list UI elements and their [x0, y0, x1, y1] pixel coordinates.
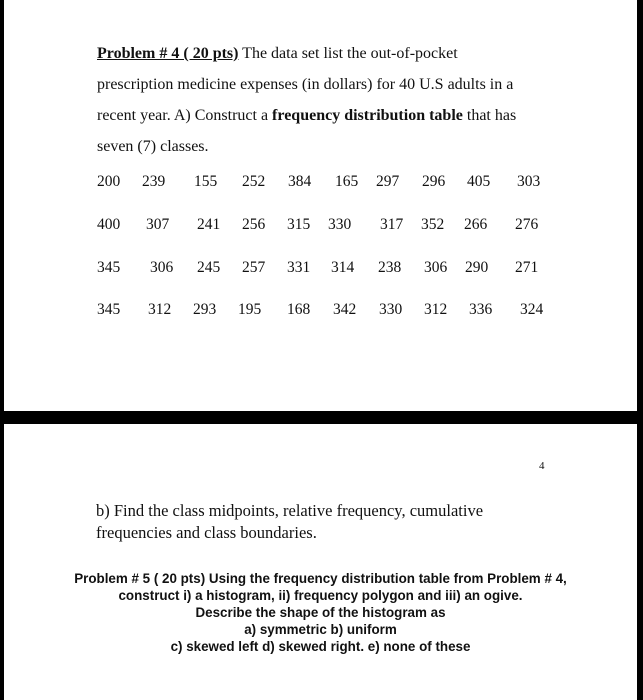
problem-4-text — [97, 38, 567, 162]
data-value: 314 — [331, 259, 355, 276]
data-value: 345 — [97, 301, 121, 318]
data-row-3 — [4, 259, 637, 279]
data-value: 303 — [517, 173, 541, 190]
data-value: 155 — [194, 173, 218, 190]
data-value: 306 — [150, 259, 174, 276]
data-value: 238 — [378, 259, 402, 276]
problem-4-line-1 — [97, 38, 567, 69]
data-value: 352 — [421, 216, 445, 233]
problem-5-line-2: construct i) a histogram, ii) frequency polygon and iii) an ogive. — [118, 588, 523, 603]
problem-4-line-3 — [97, 100, 567, 131]
page-number: 4 — [539, 460, 545, 472]
problem-5-line-5: c) skewed left d) skewed right. e) none of these — [170, 639, 471, 654]
data-value: 342 — [333, 301, 357, 318]
data-value: 252 — [242, 173, 266, 190]
data-value: 266 — [464, 216, 488, 233]
problem-5-line-1: Problem # 5 ( 20 pts) Using the frequency distribution table from Problem # 4, — [74, 571, 567, 586]
part-b-text — [96, 500, 566, 544]
data-value: 400 — [97, 216, 121, 233]
data-value: 384 — [288, 173, 312, 190]
data-value: 324 — [520, 301, 544, 318]
problem-5-line-4: a) symmetric b) uniform — [244, 622, 397, 637]
data-value: 239 — [142, 173, 166, 190]
data-value: 405 — [467, 173, 491, 190]
data-value: 256 — [242, 216, 266, 233]
data-value: 290 — [465, 259, 489, 276]
worksheet-page-top — [4, 0, 637, 411]
data-value: 200 — [97, 173, 121, 190]
part-b-line-2: frequencies and class boundaries. — [96, 523, 317, 542]
data-row-4 — [4, 301, 637, 321]
data-value: 165 — [335, 173, 359, 190]
problem-5-text — [4, 570, 637, 655]
problem-4-line-2: prescription medicine expenses (in dollars) for 40 U.S adults in a — [97, 76, 514, 93]
problem-4-line-3-text: recent year. A) Construct a — [97, 107, 273, 124]
data-value: 297 — [376, 173, 400, 190]
data-value: 168 — [287, 301, 311, 318]
data-row-1 — [4, 173, 637, 193]
data-value: 330 — [328, 216, 352, 233]
data-value: 312 — [148, 301, 172, 318]
data-value: 296 — [422, 173, 446, 190]
data-value: 331 — [287, 259, 311, 276]
data-value: 330 — [379, 301, 403, 318]
frequency-distribution-table-term: frequency distribution table — [272, 107, 463, 124]
data-value: 336 — [469, 301, 493, 318]
problem-5-line-3: Describe the shape of the histogram as — [195, 605, 446, 620]
data-value: 345 — [97, 259, 121, 276]
problem-4-heading: Problem # 4 ( 20 pts) — [97, 45, 239, 62]
data-row-2 — [4, 216, 637, 236]
problem-4-line-3-end: that has — [462, 107, 517, 124]
problem-4-line-1-text: The data set list the out-of-pocket — [238, 45, 458, 62]
part-b-line-1: b) Find the class midpoints, relative frequency, cumulative — [96, 501, 484, 520]
data-value: 195 — [238, 301, 262, 318]
data-value: 315 — [287, 216, 311, 233]
data-value: 245 — [197, 259, 221, 276]
data-value: 257 — [242, 259, 266, 276]
worksheet-page-bottom — [4, 424, 637, 700]
problem-4-line-4: seven (7) classes. — [97, 138, 209, 155]
data-value: 241 — [197, 216, 221, 233]
data-value: 307 — [146, 216, 170, 233]
data-value: 306 — [424, 259, 448, 276]
data-value: 293 — [193, 301, 217, 318]
data-value: 317 — [380, 216, 404, 233]
data-value: 312 — [424, 301, 448, 318]
data-value: 276 — [515, 216, 539, 233]
data-value: 271 — [515, 259, 539, 276]
